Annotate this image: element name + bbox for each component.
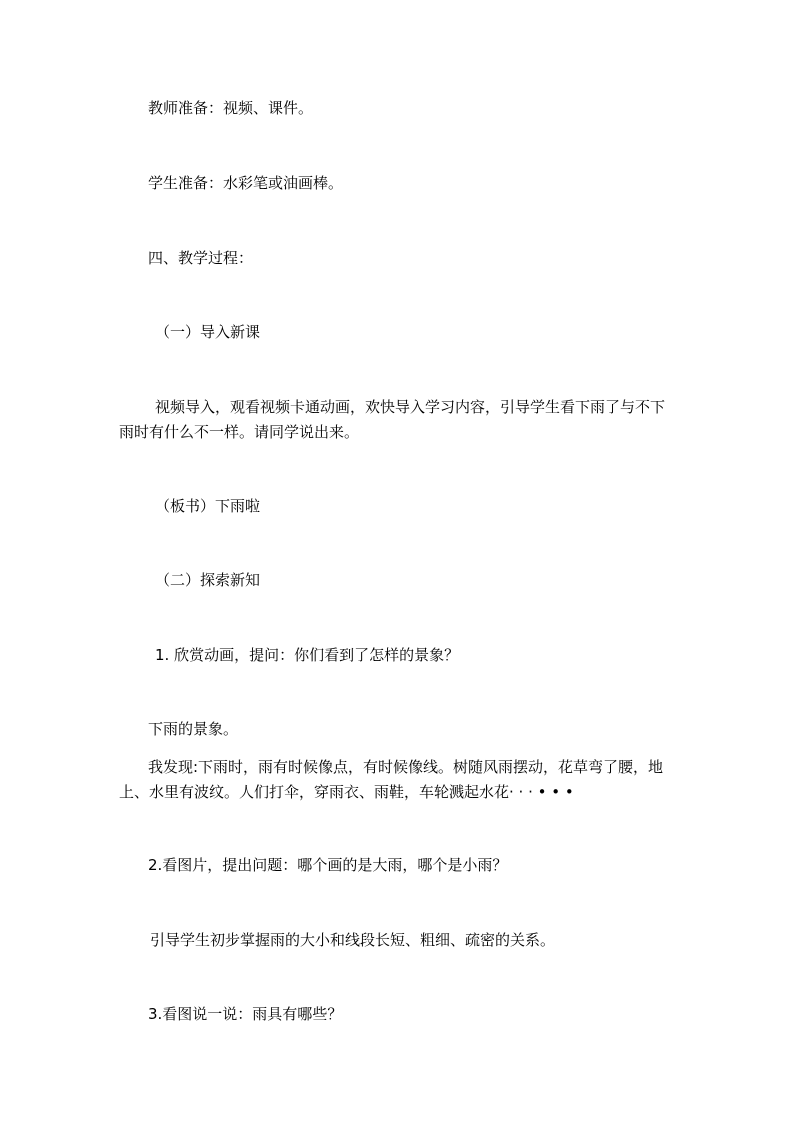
intro-paragraph: 视频导入，观看视频卡通动画，欢快导入学习内容，引导学生看下雨了与不下雨时有什么不一样。请同学说出来。 (119, 398, 666, 441)
subsection-heading-explore: （二）探索新知 (155, 571, 261, 589)
step-2-guidance: 引导学生初步掌握雨的大小和线段长短、粗细、疏密的关系。 (150, 931, 556, 949)
subsection-heading-intro: （一）导入新课 (155, 323, 261, 341)
section-heading-teaching-process: 四、教学过程： (148, 249, 254, 267)
student-preparation: 学生准备：水彩笔或油画棒。 (148, 174, 344, 192)
discovery-paragraph: 我发现:下雨时，雨有时候像点，有时候像线。树随风雨摆动，花草弯了腰，地上、水里有波纹。人们打伞，穿雨衣、雨鞋，车轮溅起水花· · · • • • (119, 758, 664, 801)
step-2-question: 2.看图片，提出问题：哪个画的是大雨，哪个是小雨？ (148, 856, 508, 874)
step-3-question: 3.看图说一说：雨具有哪些？ (148, 1005, 343, 1023)
teacher-preparation: 教师准备：视频、课件。 (148, 99, 314, 117)
blackboard-note: （板书）下雨啦 (155, 497, 261, 515)
step-1-answer: 下雨的景象。 (148, 720, 239, 738)
step-1-question: 1. 欣赏动画，提问：你们看到了怎样的景象？ (155, 646, 460, 664)
